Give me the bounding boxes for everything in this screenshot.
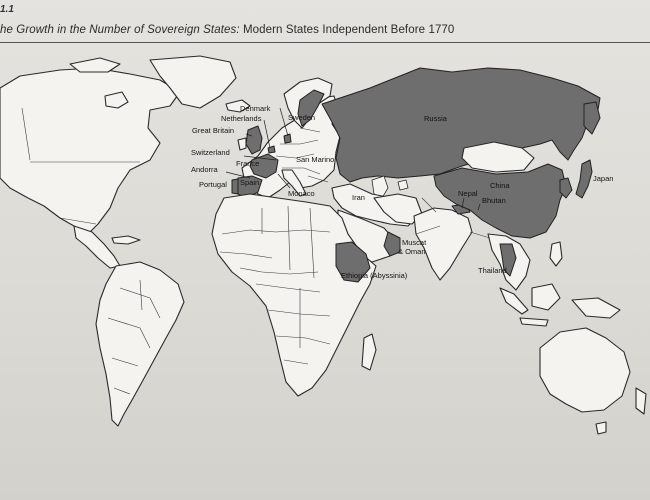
- kamchatka-shade: [584, 102, 600, 134]
- title-rule: [0, 42, 650, 43]
- new-zealand: [636, 388, 646, 414]
- philippines: [550, 242, 562, 266]
- label-ethiopia: Ethiopia (Abyssinia): [341, 271, 408, 280]
- label-sweden: Sweden: [288, 113, 316, 122]
- south-america: [96, 262, 184, 426]
- figure-number: 1.1: [0, 4, 14, 15]
- label-switzerland: Switzerland: [191, 148, 230, 157]
- figure-title-italic: he Growth in the Number of Sovereign States:: [0, 24, 240, 36]
- borneo: [532, 284, 560, 310]
- label-denmark: Denmark: [240, 104, 271, 113]
- central-america: [74, 226, 120, 268]
- figure-title-plain: Modern States Independent Before 1770: [242, 24, 455, 36]
- label-nepal: Nepal: [458, 189, 478, 198]
- new-guinea: [572, 298, 620, 318]
- aral-sea: [398, 180, 408, 190]
- label-iran: Iran: [352, 193, 365, 202]
- russia-shade: [322, 68, 600, 182]
- label-andorra: Andorra: [191, 165, 218, 174]
- label-china: China: [490, 181, 510, 190]
- label-japan: Japan: [593, 174, 614, 183]
- arctic-islands: [70, 58, 120, 72]
- label-france: France: [236, 159, 260, 168]
- figure-title: [0, 24, 454, 36]
- caribbean: [112, 236, 140, 244]
- label-muscat: Muscat: [402, 238, 427, 247]
- java: [520, 318, 548, 326]
- label-bhutan: Bhutan: [482, 196, 506, 205]
- world-map: [0, 48, 650, 500]
- portugal-shade: [232, 179, 238, 194]
- tasmania: [596, 422, 606, 434]
- great-britain-shade: [246, 126, 262, 154]
- world-map-svg: [0, 48, 650, 500]
- sumatra: [500, 288, 528, 314]
- label-great-britain: Great Britain: [192, 126, 235, 135]
- label-netherlands: Netherlands: [221, 114, 262, 123]
- label-thailand: Thailand: [478, 266, 507, 275]
- label-russia: Russia: [424, 114, 447, 123]
- label-monaco: Monaco: [288, 189, 315, 198]
- madagascar: [362, 334, 376, 370]
- label-portugal: Portugal: [199, 180, 227, 189]
- label-san-marino: San Marino: [296, 155, 335, 164]
- ireland: [238, 138, 246, 150]
- label-oman: & Oman: [398, 247, 426, 256]
- north-america: [0, 68, 180, 234]
- label-spain: Spain: [240, 178, 260, 187]
- australia: [540, 328, 630, 412]
- japan-shade: [576, 160, 592, 198]
